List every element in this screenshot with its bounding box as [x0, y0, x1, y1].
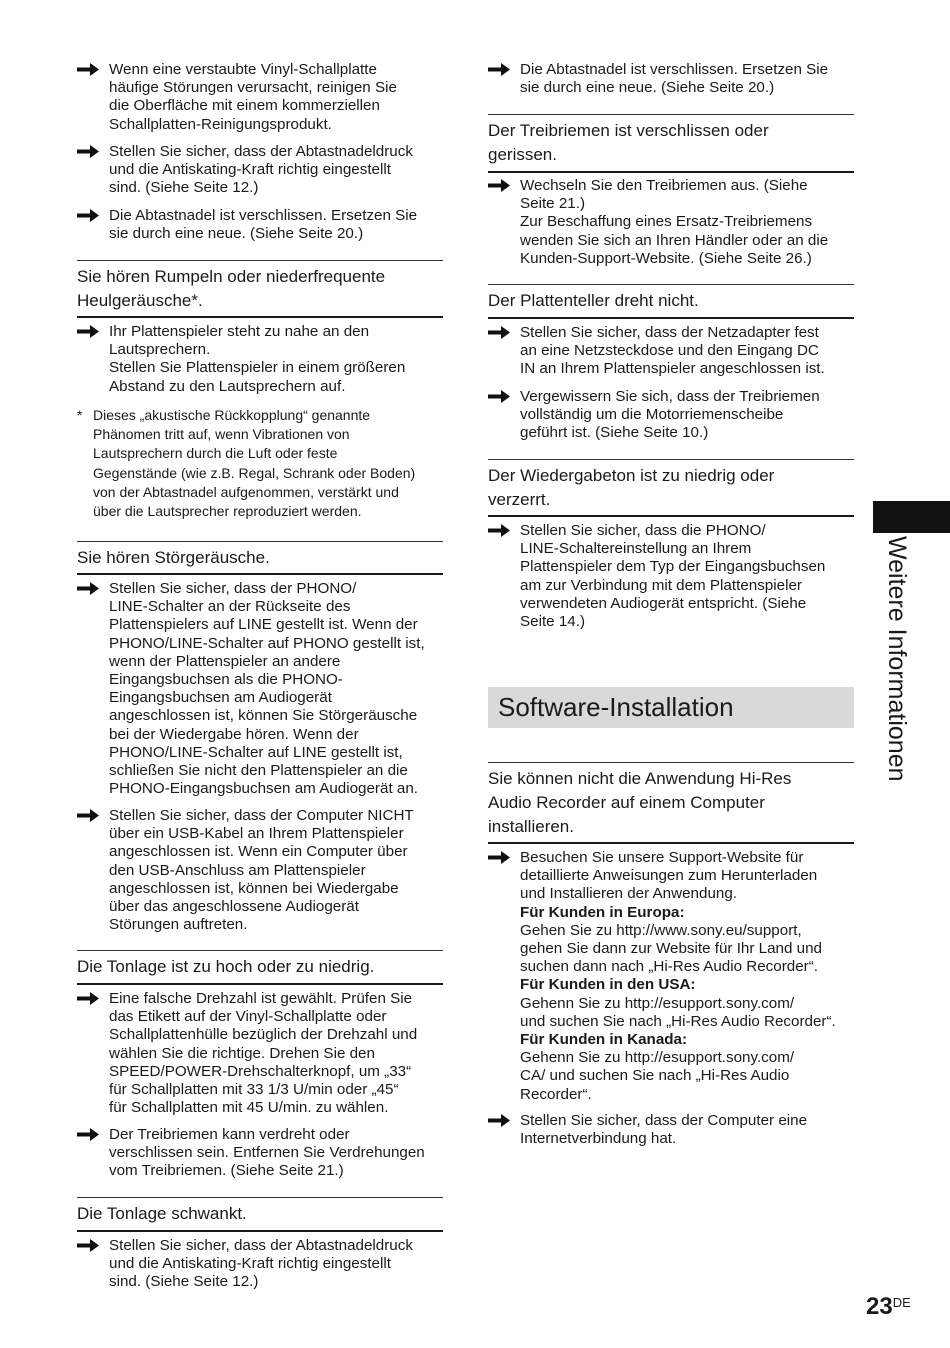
item-line: Stellen Sie sicher, dass der PHONO/ — [109, 580, 357, 597]
item-line: Stellen Sie sicher, dass der Abtastnadeldruck — [109, 143, 413, 160]
heading-line: Heulgeräusche*. — [77, 291, 203, 310]
item-line: Gehenn Sie zu http://esupport.sony.com/ — [520, 1049, 795, 1067]
item-line: Vergewissern Sie sich, dass der Treibriemen — [520, 388, 820, 405]
chapter-tab — [873, 501, 950, 533]
problem-heading — [77, 260, 443, 318]
item-line: an eine Netzsteckdose und den Eingang DC — [520, 342, 819, 360]
item-line: Eingangsbuchsen am Audiogerät — [109, 689, 332, 707]
item-line: detaillierte Anweisungen zum Herunterladen — [520, 867, 818, 885]
item-line: suchen dann nach „Hi-Res Audio Recorder“. — [520, 958, 819, 976]
arrow-right-icon — [77, 145, 99, 158]
heading-line: Sie können nicht die Anwendung Hi-Res — [488, 769, 792, 788]
item-line: IN an Ihrem Plattenspieler angeschlossen ist. — [520, 360, 825, 378]
item-line: angeschlossen ist, können Sie Störgeräusche — [109, 707, 418, 725]
item-line: SPEED/POWER-Drehschalterknopf, um „33“ — [109, 1062, 412, 1080]
item-line: über ein USB-Kabel an Ihrem Plattenspieler — [109, 825, 404, 843]
item-line: für Schallplatten mit 33 1/3 U/min oder „45“ — [109, 1081, 399, 1099]
item-line: Seite 14.) — [520, 613, 586, 631]
item-line: Die Abtastnadel ist verschlissen. Ersetzen Sie — [109, 207, 418, 224]
item-line: Störungen auftreten. — [109, 916, 248, 934]
arrow-right-icon — [77, 63, 99, 76]
solution-item — [488, 522, 854, 631]
item-line: Wenn eine verstaubte Vinyl-Schallplatte — [109, 61, 377, 78]
solution-item — [488, 61, 854, 97]
item-line: Stellen Sie sicher, dass der Abtastnadeldruck — [109, 1237, 413, 1254]
item-line: die Oberfläche mit einem kommerziellen — [109, 97, 380, 115]
item-line: für Schallplatten mit 45 U/min. zu wählen. — [109, 1099, 389, 1117]
item-line: wenn der Plattenspieler an andere — [109, 652, 341, 670]
arrow-right-icon — [488, 851, 510, 864]
item-line: Abstand zu den Lautsprechern auf. — [109, 377, 346, 395]
region-heading-usa: Für Kunden in den USA: — [520, 976, 696, 994]
heading-line: Sie hören Rumpeln oder niederfrequente — [77, 267, 386, 286]
item-line: Stellen Sie sicher, dass der Netzadapter fest — [520, 324, 819, 341]
problem-heading — [488, 284, 854, 319]
item-line: den USB-Anschluss am Plattenspieler — [109, 861, 366, 879]
arrow-right-icon — [77, 209, 99, 222]
arrow-right-icon — [77, 1239, 99, 1252]
item-line: Kunden-Support-Website. (Siehe Seite 26.) — [520, 249, 812, 267]
solution-item — [77, 143, 443, 198]
item-line: Internetverbindung hat. — [520, 1130, 677, 1148]
item-line: sie durch eine neue. (Siehe Seite 20.) — [520, 79, 775, 97]
arrow-right-icon — [488, 524, 510, 537]
heading-line: Die Tonlage ist zu hoch oder zu niedrig. — [77, 957, 375, 976]
item-line: schließen Sie nicht den Plattenspieler an die — [109, 762, 408, 780]
heading-line: verzerrt. — [488, 490, 551, 509]
footnote — [77, 406, 443, 521]
problem-heading — [77, 950, 443, 985]
arrow-right-icon — [488, 63, 510, 76]
item-line: das Etikett auf der Vinyl-Schallplatte oder — [109, 1008, 387, 1026]
item-line: vom Treibriemen. (Siehe Seite 21.) — [109, 1162, 344, 1180]
arrow-right-icon — [488, 326, 510, 339]
item-line: bei der Wiedergabe hören. Wenn der — [109, 725, 359, 743]
footnote-line: Lautsprechern durch die Luft oder feste — [93, 445, 338, 462]
item-line: verwendeten Audiogerät entspricht. (Siehe — [520, 594, 807, 612]
heading-line: Die Tonlage schwankt. — [77, 1204, 247, 1223]
solution-item — [488, 849, 854, 1104]
problem-heading — [77, 1197, 443, 1232]
heading-line: Der Plattenteller dreht nicht. — [488, 291, 699, 310]
item-line: geführt ist. (Siehe Seite 10.) — [520, 424, 709, 442]
item-line: sind. (Siehe Seite 12.) — [109, 179, 259, 197]
item-line: Ihr Plattenspieler steht zu nahe an den — [109, 323, 370, 340]
item-line: Eine falsche Drehzahl ist gewählt. Prüfen Sie — [109, 990, 413, 1007]
item-line: vollständig um die Motorriemenscheibe — [520, 406, 784, 424]
item-line: und die Antiskating-Kraft richtig eingestellt — [109, 1255, 391, 1273]
page-language-suffix: DE — [892, 1295, 911, 1310]
problem-heading — [488, 114, 854, 173]
problem-heading — [77, 541, 443, 575]
item-line: Wechseln Sie den Treibriemen aus. (Siehe — [520, 177, 808, 194]
section-banner: Software-Installation — [488, 687, 854, 728]
heading-line: gerissen. — [488, 145, 557, 164]
item-line: Zur Beschaffung eines Ersatz-Treibriemens — [520, 213, 813, 231]
solution-item — [488, 177, 854, 268]
solution-item — [77, 1237, 443, 1292]
item-line: Stellen Sie Plattenspieler in einem größeren — [109, 359, 406, 377]
solution-item — [488, 324, 854, 379]
item-line: Plattenspieler dem Typ der Eingangsbuchsen — [520, 558, 826, 576]
item-line: PHONO-Eingangsbuchsen am Audiogerät an. — [109, 780, 418, 798]
arrow-right-icon — [488, 1114, 510, 1127]
solution-item — [77, 990, 443, 1117]
solution-item — [77, 580, 443, 798]
solution-item — [77, 207, 443, 243]
arrow-right-icon — [77, 582, 99, 595]
item-line: Besuchen Sie unsere Support-Website für — [520, 849, 804, 866]
arrow-right-icon — [77, 992, 99, 1005]
item-line: Stellen Sie sicher, dass der Computer eine — [520, 1112, 808, 1129]
item-line: Plattenspielers auf LINE gestellt ist. Wenn der — [109, 616, 418, 634]
item-line: wenden Sie sich an Ihren Händler oder an die — [520, 231, 829, 249]
item-line: verschlissen sein. Entfernen Sie Verdrehungen — [109, 1144, 425, 1162]
heading-line: Sie hören Störgeräusche. — [77, 548, 270, 567]
item-line: LINE-Schaltereinstellung an Ihrem — [520, 540, 752, 558]
arrow-right-icon — [77, 1128, 99, 1141]
item-line: PHONO/LINE-Schalter auf LINE gestellt ist, — [109, 743, 403, 761]
item-line: Schallplatten-Reinigungsprodukt. — [109, 115, 332, 133]
item-line: sind. (Siehe Seite 12.) — [109, 1273, 259, 1291]
arrow-right-icon — [77, 809, 99, 822]
chapter-label: Weitere Informationen — [883, 536, 911, 782]
solution-item — [77, 323, 443, 396]
region-heading-canada: Für Kunden in Kanada: — [520, 1031, 688, 1049]
arrow-right-icon — [488, 179, 510, 192]
footnote-line: über die Lautsprecher reproduziert werden. — [93, 503, 362, 520]
heading-line: Der Treibriemen ist verschlissen oder — [488, 121, 769, 140]
heading-line: Audio Recorder auf einem Computer — [488, 793, 765, 812]
item-line: angeschlossen ist, können bei Wiedergabe — [109, 879, 399, 897]
solution-item — [77, 807, 443, 934]
solution-item — [488, 388, 854, 443]
item-line: CA/ und suchen Sie nach „Hi-Res Audio — [520, 1067, 790, 1085]
item-line: LINE-Schalter an der Rückseite des — [109, 598, 351, 616]
item-line: angeschlossen ist. Wenn ein Computer über — [109, 843, 408, 861]
footnote-mark: * — [77, 407, 83, 423]
item-line: und suchen Sie nach „Hi-Res Audio Recorder“. — [520, 1012, 836, 1030]
page-number — [866, 1293, 911, 1321]
footnote-line: Gegenstände (wie z.B. Regal, Schrank oder Boden) — [93, 464, 416, 481]
footnote-line: Phänomen tritt auf, wenn Vibrationen von — [93, 426, 350, 443]
solution-item — [77, 61, 443, 134]
item-line: wählen Sie die richtige. Drehen Sie den — [109, 1044, 375, 1062]
item-line: Gehenn Sie zu http://esupport.sony.com/ — [520, 994, 795, 1012]
item-line: Recorder“. — [520, 1085, 592, 1103]
heading-line: Der Wiedergabeton ist zu niedrig oder — [488, 466, 775, 485]
item-line: und die Antiskating-Kraft richtig eingestellt — [109, 161, 391, 179]
arrow-right-icon — [488, 390, 510, 403]
item-line: und Installieren der Anwendung. — [520, 885, 737, 903]
footnote-line: Dieses „akustische Rückkopplung“ genannte — [93, 407, 371, 423]
item-line: gehen Sie dann zur Website für Ihr Land und — [520, 940, 822, 958]
solution-item — [488, 1112, 854, 1148]
item-line: Seite 21.) — [520, 195, 586, 213]
problem-heading — [488, 762, 854, 844]
item-line: Eingangsbuchsen als die PHONO- — [109, 671, 343, 689]
item-line: Die Abtastnadel ist verschlissen. Ersetzen Sie — [520, 61, 829, 78]
region-heading-europe: Für Kunden in Europa: — [520, 903, 685, 921]
item-line: Schallplattenhülle bezüglich der Drehzahl und — [109, 1026, 418, 1044]
arrow-right-icon — [77, 325, 99, 338]
footnote-line: von der Abtastnadel aufgenommen, verstärkt und — [93, 483, 399, 500]
item-line: Stellen Sie sicher, dass der Computer NICHT — [109, 807, 414, 824]
item-line: Lautsprechern. — [109, 341, 211, 359]
item-line: häufige Störungen verursacht, reinigen Sie — [109, 79, 397, 97]
page-number-value: 23 — [866, 1293, 893, 1320]
problem-heading — [488, 459, 854, 517]
item-line: Stellen Sie sicher, dass die PHONO/ — [520, 522, 766, 539]
heading-line: installieren. — [488, 817, 574, 836]
item-line: sie durch eine neue. (Siehe Seite 20.) — [109, 225, 364, 243]
solution-item — [77, 1126, 443, 1181]
item-line: Gehen Sie zu http://www.sony.eu/support, — [520, 921, 802, 939]
item-line: am zur Verbindung mit dem Plattenspieler — [520, 576, 802, 594]
item-line: über das angeschlossene Audiogerät — [109, 898, 359, 916]
item-line: Der Treibriemen kann verdreht oder — [109, 1126, 350, 1143]
item-line: PHONO/LINE-Schalter auf PHONO gestellt ist, — [109, 634, 425, 652]
